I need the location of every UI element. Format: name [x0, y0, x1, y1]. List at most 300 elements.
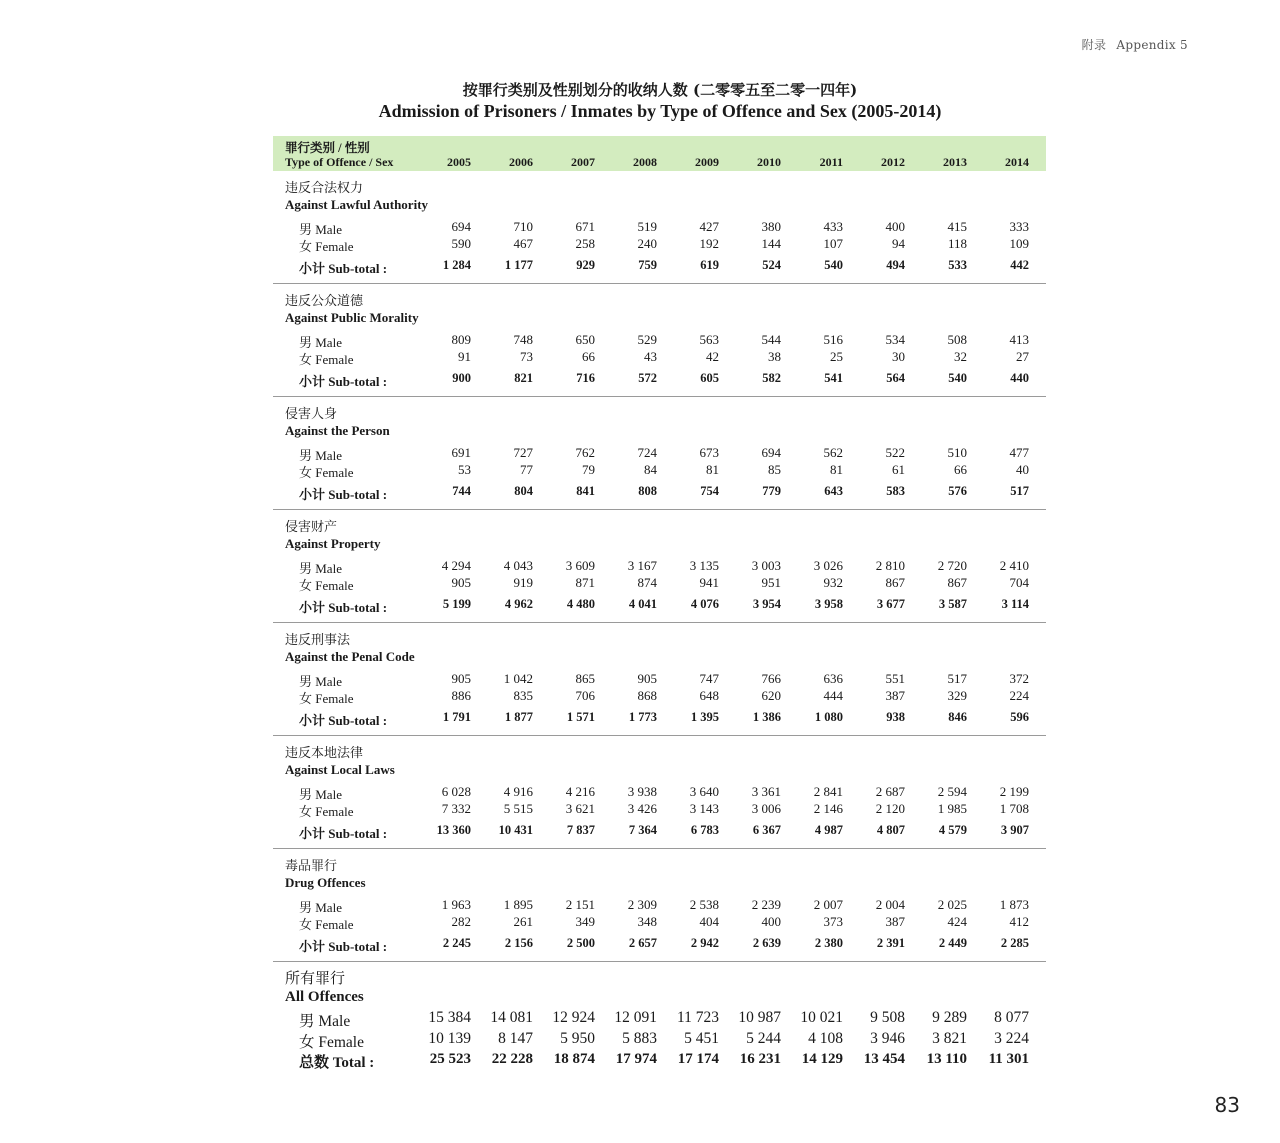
table-cell: 61	[892, 462, 905, 477]
section-title-zh: 侵害人身	[285, 406, 338, 421]
section-title-en: All Offences	[285, 989, 364, 1005]
table-cell: 540	[824, 258, 843, 272]
page-number: 83	[1214, 1093, 1240, 1117]
total-row	[273, 1051, 1046, 1070]
section-title-en: Against Public Morality	[285, 310, 419, 325]
table-cell: 691	[451, 445, 471, 460]
table-cell: 2 410	[999, 558, 1029, 573]
table-cell: 1 386	[752, 710, 781, 724]
admissions-table	[273, 136, 1046, 1074]
table-cell: 73	[520, 349, 533, 364]
offence-section	[273, 623, 1046, 736]
year-header: 2006	[509, 155, 533, 169]
appendix-label	[1082, 36, 1188, 53]
table-cell: 583	[886, 484, 905, 498]
section-title-en: Drug Offences	[285, 875, 366, 890]
table-cell: 3 946	[870, 1030, 905, 1047]
table-cell: 13 360	[436, 823, 471, 837]
table-cell: 754	[700, 484, 719, 498]
table-cell: 13 110	[926, 1051, 967, 1067]
table-cell: 841	[576, 484, 595, 498]
table-cell: 1 571	[566, 710, 595, 724]
table-cell: 529	[637, 332, 657, 347]
table-cell: 224	[1009, 688, 1029, 703]
row-label: 男 Male	[299, 335, 342, 350]
table-cell: 650	[575, 332, 595, 347]
year-header: 2007	[571, 155, 595, 169]
row-label: 男 Male	[299, 448, 342, 463]
table-cell: 1 791	[442, 710, 471, 724]
table-cell: 348	[637, 914, 657, 929]
year-header: 2012	[881, 155, 905, 169]
table-cell: 572	[638, 371, 657, 385]
table-cell: 596	[1010, 710, 1029, 724]
table-cell: 951	[761, 575, 781, 590]
table-cell: 107	[823, 236, 843, 251]
table-cell: 706	[575, 688, 595, 703]
table-cell: 17 174	[677, 1051, 719, 1067]
table-cell: 766	[761, 671, 781, 686]
table-cell: 30	[892, 349, 905, 364]
table-cell: 81	[830, 462, 843, 477]
male-row	[273, 332, 1046, 348]
table-cell: 3 587	[938, 597, 967, 611]
table-cell: 4 987	[814, 823, 843, 837]
male-row	[273, 445, 1046, 461]
table-cell: 724	[637, 445, 657, 460]
table-cell: 6 028	[441, 784, 471, 799]
row-label: 总数 Total :	[299, 1055, 375, 1071]
table-cell: 590	[451, 236, 471, 251]
table-cell: 2 720	[937, 558, 967, 573]
table-cell: 192	[699, 236, 719, 251]
table-cell: 865	[575, 671, 595, 686]
table-cell: 938	[886, 710, 905, 724]
table-cell: 10 021	[800, 1009, 843, 1026]
row-label: 小计 Sub-total :	[299, 939, 388, 954]
table-cell: 42	[706, 349, 719, 364]
section-title-zh: 侵害财产	[285, 519, 338, 534]
table-cell: 619	[700, 258, 719, 272]
table-cell: 576	[948, 484, 967, 498]
table-cell: 14 129	[801, 1051, 843, 1067]
table-cell: 727	[513, 445, 533, 460]
table-cell: 43	[644, 349, 657, 364]
table-cell: 14 081	[490, 1009, 533, 1026]
table-cell: 467	[513, 236, 533, 251]
table-cell: 442	[1010, 258, 1029, 272]
table-cell: 744	[452, 484, 471, 498]
table-cell: 2 942	[690, 936, 719, 950]
all-offences-section	[273, 962, 1046, 1074]
row-label: 小计 Sub-total :	[299, 487, 388, 502]
table-cell: 7 837	[566, 823, 595, 837]
table-cell: 440	[1010, 371, 1029, 385]
section-title-zh: 违反合法权力	[285, 180, 364, 195]
table-cell: 333	[1009, 219, 1029, 234]
subtotal-row	[273, 597, 1046, 613]
table-cell: 517	[947, 671, 967, 686]
table-cell: 4 579	[938, 823, 967, 837]
table-cell: 2 841	[813, 784, 843, 799]
table-cell: 551	[885, 671, 905, 686]
table-cell: 1 042	[503, 671, 533, 686]
table-cell: 4 916	[503, 784, 533, 799]
row-label: 女 Female	[299, 465, 354, 480]
table-cell: 3 143	[689, 801, 719, 816]
table-cell: 1 177	[504, 258, 533, 272]
row-label: 男 Male	[299, 900, 342, 915]
table-cell: 427	[699, 219, 719, 234]
table-cell: 821	[514, 371, 533, 385]
table-cell: 524	[762, 258, 781, 272]
table-cell: 3 006	[751, 801, 781, 816]
table-cell: 15 384	[428, 1009, 471, 1026]
row-label: 女 Female	[299, 239, 354, 254]
table-cell: 3 640	[689, 784, 719, 799]
column-header-en: Type of Offence / Sex	[285, 155, 394, 169]
table-cell: 258	[575, 236, 595, 251]
year-header: 2013	[943, 155, 967, 169]
table-cell: 27	[1016, 349, 1029, 364]
row-label: 小计 Sub-total :	[299, 713, 388, 728]
subtotal-row	[273, 484, 1046, 500]
table-cell: 510	[947, 445, 967, 460]
table-cell: 519	[637, 219, 657, 234]
table-cell: 11 723	[676, 1009, 719, 1026]
row-label: 女 Female	[299, 578, 354, 593]
table-cell: 404	[699, 914, 719, 929]
year-header: 2014	[1005, 155, 1029, 169]
table-cell: 424	[947, 914, 967, 929]
table-cell: 5 244	[746, 1030, 781, 1047]
table-cell: 118	[947, 236, 967, 251]
table-cell: 871	[575, 575, 595, 590]
table-cell: 643	[824, 484, 843, 498]
table-cell: 533	[948, 258, 967, 272]
row-label: 男 Male	[299, 674, 342, 689]
table-cell: 605	[700, 371, 719, 385]
table-cell: 3 003	[751, 558, 781, 573]
table-cell: 694	[451, 219, 471, 234]
table-cell: 2 449	[938, 936, 967, 950]
table-cell: 508	[947, 332, 967, 347]
table-cell: 762	[575, 445, 595, 460]
table-cell: 2 810	[875, 558, 905, 573]
table-cell: 2 199	[999, 784, 1029, 799]
table-cell: 6 367	[752, 823, 781, 837]
female-row	[273, 349, 1046, 365]
section-title-en: Against Local Laws	[285, 762, 395, 777]
table-cell: 109	[1009, 236, 1029, 251]
table-cell: 874	[637, 575, 657, 590]
table-cell: 7 332	[441, 801, 471, 816]
section-title-zh: 所有罪行	[285, 971, 346, 987]
table-cell: 2 004	[875, 897, 905, 912]
table-cell: 3 609	[565, 558, 595, 573]
table-cell: 1 395	[690, 710, 719, 724]
female-row	[273, 1030, 1046, 1049]
male-row	[273, 1009, 1046, 1028]
table-cell: 534	[885, 332, 905, 347]
table-cell: 3 114	[1001, 597, 1029, 611]
table-cell: 444	[823, 688, 843, 703]
female-row	[273, 801, 1046, 817]
appendix-label-en: Appendix 5	[1116, 38, 1188, 52]
table-cell: 3 135	[689, 558, 719, 573]
table-cell: 12 924	[552, 1009, 595, 1026]
male-row	[273, 784, 1046, 800]
table-cell: 9 508	[870, 1009, 905, 1026]
table-cell: 867	[885, 575, 905, 590]
table-cell: 3 907	[1000, 823, 1029, 837]
table-cell: 804	[514, 484, 533, 498]
table-cell: 2 156	[504, 936, 533, 950]
table-cell: 3 954	[752, 597, 781, 611]
table-cell: 4 043	[503, 558, 533, 573]
row-label: 男 Male	[299, 561, 342, 576]
table-cell: 10 139	[428, 1030, 471, 1047]
table-cell: 17 974	[615, 1051, 657, 1067]
table-cell: 400	[761, 914, 781, 929]
table-cell: 716	[576, 371, 595, 385]
table-cell: 329	[947, 688, 967, 703]
appendix-label-zh: 附录	[1081, 38, 1107, 52]
table-cell: 81	[706, 462, 719, 477]
table-cell: 373	[823, 914, 843, 929]
table-cell: 3 361	[751, 784, 781, 799]
year-header: 2008	[633, 155, 657, 169]
table-cell: 261	[513, 914, 533, 929]
table-cell: 905	[451, 671, 471, 686]
table-cell: 4 076	[690, 597, 719, 611]
table-cell: 77	[520, 462, 533, 477]
table-cell: 415	[947, 219, 967, 234]
table-cell: 867	[947, 575, 967, 590]
row-label: 小计 Sub-total :	[299, 600, 388, 615]
subtotal-row	[273, 710, 1046, 726]
table-cell: 3 167	[627, 558, 657, 573]
table-cell: 2 120	[875, 801, 905, 816]
table-cell: 413	[1009, 332, 1029, 347]
table-cell: 1 773	[628, 710, 657, 724]
table-cell: 2 500	[566, 936, 595, 950]
table-cell: 10 431	[498, 823, 533, 837]
table-cell: 380	[761, 219, 781, 234]
table-cell: 40	[1016, 462, 1029, 477]
table-cell: 1 284	[442, 258, 471, 272]
section-title-zh: 违反刑事法	[285, 632, 351, 647]
table-cell: 747	[699, 671, 719, 686]
offence-section	[273, 849, 1046, 962]
table-cell: 3 938	[627, 784, 657, 799]
table-cell: 1 877	[504, 710, 533, 724]
table-cell: 544	[761, 332, 781, 347]
table-cell: 4 108	[808, 1030, 843, 1047]
table-cell: 582	[762, 371, 781, 385]
table-cell: 433	[823, 219, 843, 234]
row-label: 女 Female	[299, 1034, 364, 1051]
table-cell: 564	[886, 371, 905, 385]
table-cell: 2 687	[875, 784, 905, 799]
table-cell: 1 080	[814, 710, 843, 724]
table-cell: 3 621	[565, 801, 595, 816]
table-cell: 919	[513, 575, 533, 590]
page-title-en: Admission of Prisoners / Inmates by Type of Offence and Sex (2005-2014)	[378, 101, 942, 121]
table-cell: 3 821	[932, 1030, 967, 1047]
offence-section	[273, 284, 1046, 397]
table-cell: 2 025	[937, 897, 967, 912]
table-cell: 900	[452, 371, 471, 385]
row-label: 女 Female	[299, 804, 354, 819]
offence-section	[273, 171, 1046, 284]
table-cell: 648	[699, 688, 719, 703]
year-header: 2011	[819, 155, 843, 169]
table-cell: 3 426	[627, 801, 657, 816]
female-row	[273, 236, 1046, 252]
table-cell: 929	[576, 258, 595, 272]
table-cell: 3 677	[876, 597, 905, 611]
table-cell: 387	[885, 914, 905, 929]
table-cell: 1 895	[503, 897, 533, 912]
table-cell: 349	[575, 914, 595, 929]
table-cell: 886	[451, 688, 471, 703]
table-cell: 694	[761, 445, 781, 460]
male-row	[273, 558, 1046, 574]
table-cell: 4 807	[876, 823, 905, 837]
table-cell: 835	[513, 688, 533, 703]
year-header: 2005	[447, 155, 471, 169]
table-cell: 13 454	[863, 1051, 905, 1067]
table-cell: 372	[1009, 671, 1029, 686]
table-cell: 540	[948, 371, 967, 385]
table-cell: 5 883	[622, 1030, 657, 1047]
table-cell: 563	[699, 332, 719, 347]
male-row	[273, 897, 1046, 913]
table-cell: 808	[638, 484, 657, 498]
table-cell: 4 216	[565, 784, 595, 799]
table-cell: 2 391	[876, 936, 905, 950]
section-title-en: Against Lawful Authority	[285, 197, 429, 212]
table-cell: 2 538	[689, 897, 719, 912]
table-cell: 400	[885, 219, 905, 234]
table-cell: 516	[823, 332, 843, 347]
female-row	[273, 575, 1046, 591]
table-header	[273, 136, 1046, 171]
subtotal-row	[273, 823, 1046, 839]
table-cell: 6 783	[690, 823, 719, 837]
row-label: 男 Male	[299, 787, 342, 802]
table-cell: 32	[954, 349, 967, 364]
table-cell: 5 950	[560, 1030, 595, 1047]
section-title-zh: 毒品罪行	[285, 858, 338, 873]
table-cell: 748	[513, 332, 533, 347]
table-cell: 1 708	[999, 801, 1029, 816]
table-cell: 562	[823, 445, 843, 460]
table-cell: 541	[824, 371, 843, 385]
table-cell: 12 091	[614, 1009, 657, 1026]
table-cell: 91	[458, 349, 471, 364]
page-title-zh: 按罪行类别及性别划分的收纳人数 (二零零五至二零一四年)	[462, 81, 858, 99]
year-headers	[273, 155, 1046, 169]
table-cell: 941	[699, 575, 719, 590]
table-cell: 2 239	[751, 897, 781, 912]
table-cell: 494	[886, 258, 905, 272]
table-cell: 1 873	[999, 897, 1029, 912]
table-cell: 9 289	[932, 1009, 967, 1026]
row-label: 女 Female	[299, 917, 354, 932]
table-cell: 94	[892, 236, 905, 251]
table-cell: 3 026	[813, 558, 843, 573]
table-cell: 25	[830, 349, 843, 364]
table-cell: 2 245	[442, 936, 471, 950]
table-cell: 4 962	[504, 597, 533, 611]
subtotal-row	[273, 258, 1046, 274]
year-header: 2009	[695, 155, 719, 169]
table-cell: 2 657	[628, 936, 657, 950]
table-cell: 8 077	[994, 1009, 1029, 1026]
female-row	[273, 688, 1046, 704]
male-row	[273, 671, 1046, 687]
row-label: 小计 Sub-total :	[299, 261, 388, 276]
table-cell: 477	[1009, 445, 1029, 460]
table-cell: 412	[1009, 914, 1029, 929]
offence-section	[273, 397, 1046, 510]
table-cell: 905	[637, 671, 657, 686]
table-cell: 8 147	[498, 1030, 533, 1047]
male-row	[273, 219, 1046, 235]
row-label: 男 Male	[299, 222, 342, 237]
table-cell: 4 480	[566, 597, 595, 611]
table-cell: 671	[575, 219, 595, 234]
table-cell: 2 151	[565, 897, 595, 912]
table-cell: 4 294	[441, 558, 471, 573]
row-label: 小计 Sub-total :	[299, 374, 388, 389]
female-row	[273, 914, 1046, 930]
table-cell: 3 224	[994, 1030, 1029, 1047]
row-label: 女 Female	[299, 352, 354, 367]
table-cell: 704	[1009, 575, 1029, 590]
section-title-en: Against the Penal Code	[285, 649, 415, 664]
table-cell: 932	[823, 575, 843, 590]
table-cell: 387	[885, 688, 905, 703]
row-label: 女 Female	[299, 691, 354, 706]
table-cell: 846	[948, 710, 967, 724]
table-cell: 85	[768, 462, 781, 477]
table-cell: 779	[762, 484, 781, 498]
table-cell: 2 146	[813, 801, 843, 816]
table-cell: 66	[582, 349, 595, 364]
offence-section	[273, 736, 1046, 849]
column-header-zh: 罪行类别 / 性别	[285, 141, 370, 155]
row-label: 小计 Sub-total :	[299, 826, 388, 841]
table-cell: 620	[761, 688, 781, 703]
table-cell: 25 523	[429, 1051, 471, 1067]
table-cell: 2 639	[752, 936, 781, 950]
table-cell: 16 231	[739, 1051, 781, 1067]
subtotal-row	[273, 936, 1046, 952]
table-cell: 5 515	[503, 801, 533, 816]
table-cell: 759	[638, 258, 657, 272]
table-cell: 809	[451, 332, 471, 347]
table-cell: 53	[458, 462, 471, 477]
section-title-en: Against the Person	[285, 423, 390, 438]
table-cell: 11 301	[988, 1051, 1029, 1067]
table-cell: 673	[699, 445, 719, 460]
table-cell: 22 228	[491, 1051, 533, 1067]
table-cell: 517	[1010, 484, 1029, 498]
table-cell: 144	[761, 236, 781, 251]
